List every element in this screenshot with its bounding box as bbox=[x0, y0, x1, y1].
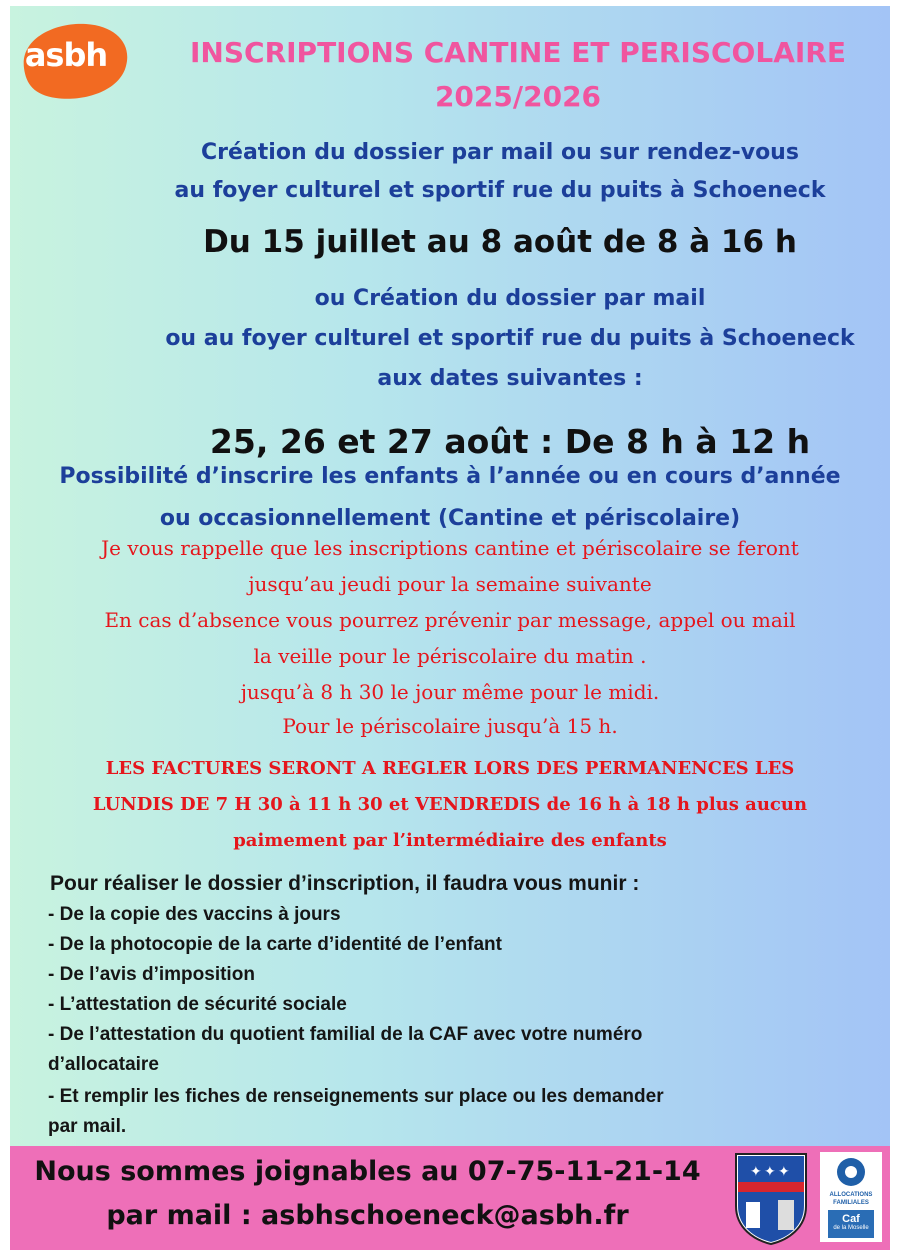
page-title: INSCRIPTIONS CANTINE ET PERISCOLAIRE bbox=[190, 36, 846, 69]
document-item: - De la copie des vaccins à jours bbox=[48, 904, 341, 925]
caf-line1: ALLOCATIONS bbox=[829, 1192, 873, 1198]
document-item: - De l’attestation du quotient familial de la CAF avec votre numéro bbox=[48, 1024, 643, 1045]
svg-text:✦: ✦ bbox=[750, 1164, 762, 1180]
caf-line3: Caf bbox=[842, 1213, 860, 1225]
document-item: par mail. bbox=[48, 1116, 127, 1137]
document-item: d’allocataire bbox=[48, 1054, 159, 1075]
reminder-line: Pour le périscolaire jusqu’à 15 h. bbox=[282, 714, 618, 738]
invoice-line: LES FACTURES SERONT A REGLER LORS DES PERMANENCES LES bbox=[105, 758, 795, 779]
reminder-line: En cas d’absence vous pourrez prévenir par message, appel ou mail bbox=[104, 608, 796, 632]
reminder-line: la veille pour le périscolaire du matin . bbox=[253, 644, 647, 668]
document-item: - Et remplir les fiches de renseignements sur place ou les demander bbox=[48, 1086, 664, 1107]
possibility-line2: ou occasionnellement (Cantine et périscolaire) bbox=[159, 506, 741, 531]
logo-text: asbh bbox=[24, 36, 108, 74]
document-item: - L’attestation de sécurité sociale bbox=[48, 994, 347, 1015]
svg-text:✦: ✦ bbox=[778, 1164, 790, 1180]
reminder-line: Je vous rappelle que les inscriptions cantine et périscolaire se feront bbox=[101, 536, 799, 560]
mail-line: par mail : asbhschoeneck@asbh.fr bbox=[106, 1200, 629, 1231]
caf-line4: de la Moselle bbox=[833, 1225, 869, 1231]
block1-line2: au foyer culturel et sportif rue du puits à Schoeneck bbox=[174, 178, 826, 203]
caf-box bbox=[828, 1210, 874, 1238]
poster bbox=[10, 6, 890, 1250]
invoice-line: paimement par l’intermédiaire des enfants bbox=[233, 830, 667, 851]
block2-dates: 25, 26 et 27 août : De 8 h à 12 h bbox=[209, 422, 811, 461]
block2-line3: aux dates suivantes : bbox=[377, 366, 643, 391]
block2-line1: ou Création du dossier par mail bbox=[314, 286, 706, 311]
block1-line1: Création du dossier par mail ou sur rendez-vous bbox=[201, 140, 799, 165]
block1-dates: Du 15 juillet au 8 août de 8 à 16 h bbox=[203, 224, 797, 260]
footer-banner bbox=[10, 1146, 890, 1250]
document-item: - De l’avis d’imposition bbox=[48, 964, 255, 985]
block2-line2: ou au foyer culturel et sportif rue du puits à Schoeneck bbox=[165, 326, 855, 351]
possibility-line1: Possibilité d’inscrire les enfants à l’année ou en cours d’année bbox=[59, 464, 841, 489]
caf-line2: FAMILIALES bbox=[833, 1200, 869, 1206]
reminder-line: jusqu’à 8 h 30 le jour même pour le midi. bbox=[240, 680, 660, 704]
documents-heading: Pour réaliser le dossier d’inscription, il faudra vous munir : bbox=[50, 872, 640, 895]
svg-text:✦: ✦ bbox=[764, 1164, 776, 1180]
caf-emblem-icon bbox=[832, 1156, 870, 1188]
invoice-line: LUNDIS DE 7 H 30 à 11 h 30 et VENDREDIS de 16 h à 18 h plus aucun bbox=[92, 794, 808, 815]
caf-logo bbox=[820, 1152, 882, 1242]
document-item: - De la photocopie de la carte d’identité de l’enfant bbox=[48, 934, 502, 955]
phone-line: Nous sommes joignables au 07-75-11-21-14 bbox=[34, 1156, 701, 1187]
crest-icon bbox=[732, 1150, 810, 1246]
year-title: 2025/2026 bbox=[434, 80, 602, 113]
reminder-line: jusqu’au jeudi pour la semaine suivante bbox=[248, 572, 652, 596]
